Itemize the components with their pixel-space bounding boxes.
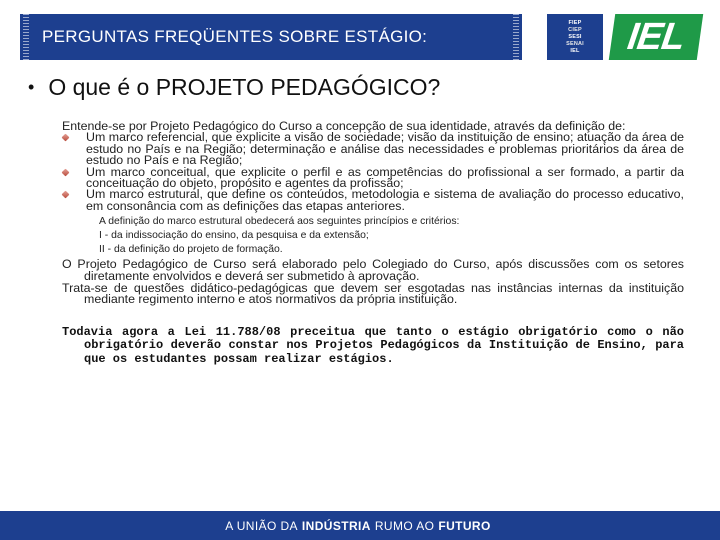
federation-logo [547,14,603,60]
footer-text-4: FUTURO [438,518,491,533]
list-item-text: Um marco estrutural, que define os conteúdos, metodologia e sistema de avaliação do processo educativo, em consonância com as definições das etapas anteriores. [86,187,684,213]
heading-text: O que é o PROJETO PEDAGÓGICO? [48,74,441,100]
principle-item: I - da indissociação do ensino, da pesquisa e da extensão; [99,230,369,242]
footer-text-1: A UNIÃO DA [225,518,298,533]
content-body [62,121,684,367]
list-item [62,132,684,166]
list-item [62,189,684,212]
header-bar [20,14,522,60]
main-heading [28,74,440,101]
iel-logo [609,14,703,60]
bullet-icon [62,134,70,142]
bullet-icon [62,168,70,176]
list-item-text: Um marco conceitual, que explicite o perfil e as competências do profissional a ser formado, a partir da conceituação do objeto, propósito e agentes da profissão; [86,164,684,191]
list-item-text: Um marco referencial, que explicite a visão de sociedade; visão da instituição de ensino; atuação da área de estudo no País e na Região; determinação e análise das necessidades e problemas prioritários da área de estudo no País e na Região; [86,130,684,168]
principle-item: II - da definição do projeto de formação. [99,244,283,256]
conclusion-paragraph: Todavia agora a Lei 11.788/08 preceitua que tanto o estágio obrigatório como o não obrigatório deverão constar nos Projetos Pedagógicos da Instituição de Ensino, para que os estudantes possam realizar estágios. [62,324,684,367]
principle-item: A definição do marco estrutural obedecerá aos seguintes princípios e critérios: [99,216,460,228]
footer-bar [0,511,720,540]
iel-logo-text: IEL [624,16,688,58]
principles-list [62,215,684,257]
logo-line: FIEP [568,19,582,26]
paragraph-didactic: Trata-se de questões didático-pedagógicas que devem ser esgotadas nas instâncias internas da instituição mediante regimento interno e atos normativos da própria instituição. [62,281,684,307]
logo-line: IEL [570,47,580,54]
intro-paragraph: Entende-se por Projeto Pedagógico do Curso a concepção de sua identidade, através da definição de: [62,119,626,133]
definition-list [62,132,684,212]
logo-line: SENAI [566,40,584,47]
heading-bullet: • [28,77,35,97]
list-item [62,164,684,191]
logo-line: SESI [568,33,582,40]
page-title: PERGUNTAS FREQÜENTES SOBRE ESTÁGIO: [42,27,428,46]
paragraph-elaboration: O Projeto Pedagógico de Curso será elaborado pelo Colegiado do Curso, após discussões com os setores diretamente envolvidos e deverá ser submetido à aprovação. [62,257,684,283]
footer-text-2: INDÚSTRIA [301,518,371,533]
logo-line: CIEP [568,26,582,33]
bullet-icon [62,191,70,199]
footer-text-3: RUMO AO [374,518,435,533]
